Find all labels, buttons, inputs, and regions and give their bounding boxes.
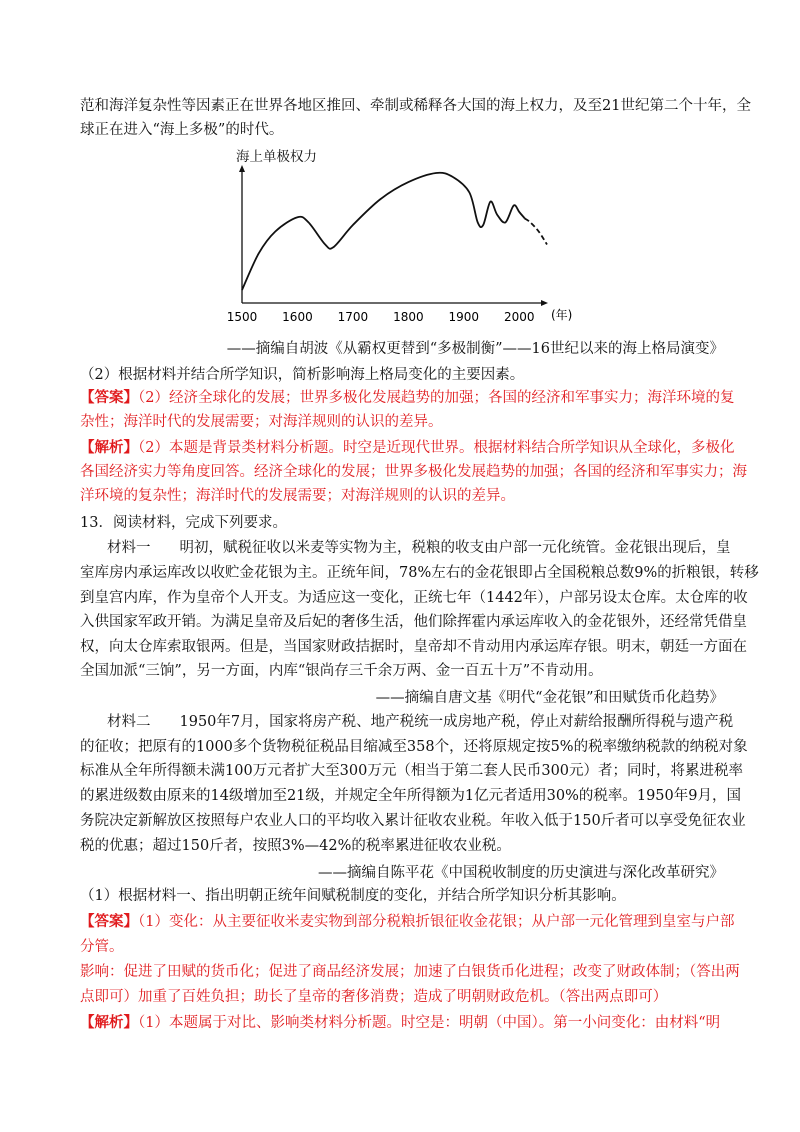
answer-2-text-1: （2）经济全球化的发展；世界多极化发展趋势的加强；各国的经济和军事实力；海洋环境的复 — [138, 390, 735, 406]
analysis-2-text-1: （2）本题是背景类材料分析题。时空是近现代世界。根据材料结合所学知识从全球化，多极化 — [138, 440, 735, 456]
material-2-line-4: 的累进级数由原来的14级增加至21级，并规定全年所得额为1亿元者适用30%的税率。1950年9月，国 — [80, 788, 741, 804]
question-13: 13．阅读材料，完成下列要求。 — [80, 515, 287, 531]
y-axis-arrow — [239, 165, 245, 172]
material-1-line-3: 到皇宫内库，作为皇帝个人开支。为适应这一变化，正统七年（1442年），户部另设太仓库。太仓库的收 — [80, 590, 748, 606]
x-tick-label: 1700 — [337, 310, 369, 324]
answer-1-line-4: 点即可）加重了百姓负担；助长了皇帝的奢侈消费；造成了明朝财政危机。（答出两点即可） — [80, 989, 668, 1005]
material-2-line-3: 标准从全年所得额未满100万元者扩大至300万元（相当于第二套人民币300元）者；同时，将累进税率 — [80, 763, 744, 779]
series-line-history — [242, 173, 525, 290]
analysis-2-line-2: 各国经济实力等角度回答。经济全球化的发展；世界多极化发展趋势的加强；各国的经济和军事实力；海 — [80, 464, 747, 480]
x-tick-label: 2000 — [503, 310, 535, 324]
answer-1-tag: 【答案】 — [80, 913, 138, 930]
x-tick-label: 1900 — [448, 310, 480, 324]
answer-1-line-2: 分管。 — [80, 939, 124, 955]
material-2-line-1: 材料二 1950年7月，国家将房产税、地产税统一成房地产税，停止对薪给报酬所得税与遗产税 — [107, 714, 734, 730]
material-2-line-5: 务院决定新解放区按照每户农业人口的平均收入累计征收农业税。年收入低于150斤者可以享受免征农业 — [80, 813, 746, 829]
chart-series — [242, 173, 547, 290]
intro-line-1: 范和海洋复杂性等因素正在世界各地区推回、牵制或稀释各大国的海上权力，及至21世纪第二个十年，全 — [80, 98, 751, 114]
material-2-source: ——摘编自陈平花《中国税收制度的历史演进与深化改革研究》 — [318, 865, 724, 881]
analysis-1-line-1 — [80, 1013, 720, 1033]
material-1-line-2: 室库房内承运库改以收贮金花银为主。正统年间，78%左右的金花银即占全国税粮总数9%的折粮银，转移 — [80, 565, 759, 581]
chart-x-label: (年) — [551, 308, 573, 322]
material-1-line-6: 全国加派“三饷”，另一方面，内库“银尚存三千余万两、金一百五十万”不肯动用。 — [80, 663, 603, 679]
x-axis-arrow — [541, 300, 548, 306]
answer-1-line-3: 影响：促进了田赋的货币化；促进了商品经济发展；加速了白银货币化进程；改变了财政体制；（答出两 — [80, 964, 740, 980]
sea-power-chart — [222, 143, 582, 328]
material-1-line-1: 材料一 明初，赋税征收以米麦等实物为主，税粮的收支由户部一元化统管。金花银出现后，皇 — [107, 540, 731, 556]
chart-y-label: 海上单极权力 — [236, 149, 317, 165]
answer-1-line-1 — [80, 912, 734, 932]
chart-axes — [239, 165, 572, 322]
question-1: （1）根据材料一、指出明朝正统年间赋税制度的变化，并结合所学知识分析其影响。 — [80, 888, 626, 904]
analysis-1-tag: 【解析】 — [80, 1014, 138, 1031]
question-2: （2）根据材料并结合所学知识，简析影响海上格局变化的主要因素。 — [80, 367, 525, 383]
answer-2-line-2: 杂性；海洋时代的发展需要；对海洋规则的认识的差异。 — [80, 414, 443, 430]
material-2-line-2: 的征收；把原有的1000多个货物税征税品目缩减至358个，还将原规定按5%的税率缴纳税款的纳税对象 — [80, 739, 748, 755]
answer-2-tag: 【答案】 — [80, 389, 138, 406]
chart-x-ticks — [227, 310, 535, 324]
x-tick-label: 1500 — [226, 310, 258, 324]
chart-source: ——摘编自胡波《从霸权更替到“多极制衡”——16世纪以来的海上格局演变》 — [226, 341, 724, 357]
analysis-2-line-1 — [80, 438, 734, 458]
x-tick-label: 1800 — [393, 310, 424, 324]
series-line-projection — [525, 219, 547, 245]
analysis-2-line-3: 洋环境的复杂性；海洋时代的发展需要；对海洋规则的认识的差异。 — [80, 488, 515, 504]
material-1-line-5: 权，向太仓库索取银两。但是，当国家财政拮据时，皇帝却不肯动用内承运库存银。明末，朝廷一方面在 — [80, 639, 747, 655]
answer-1-text-1: （1）变化：从主要征收米麦实物到部分税粮折银征收金花银；从户部一元化管理到皇室与户部 — [138, 914, 735, 930]
intro-line-2: 球正在进入“海上多极”的时代。 — [80, 122, 284, 138]
x-tick-label: 1600 — [282, 310, 313, 324]
material-1-source: ——摘编自唐文基《明代“金花银”和田赋货币化趋势》 — [375, 690, 724, 706]
material-1-line-4: 入供国家军政开销。为满足皇帝及后妃的奢侈生活，他们除挥霍内承运库收入的金花银外，还经常凭借皇 — [80, 614, 747, 630]
material-2-line-6: 税的优惠；超过150斤者，按照3%—42%的税率累进征收农业税。 — [80, 838, 511, 854]
analysis-2-tag: 【解析】 — [80, 439, 138, 456]
answer-2-line-1 — [80, 388, 734, 408]
analysis-1-text-1: （1）本题属于对比、影响类材料分析题。时空是：明朝（中国）。第一小问变化：由材料“明 — [138, 1015, 721, 1031]
